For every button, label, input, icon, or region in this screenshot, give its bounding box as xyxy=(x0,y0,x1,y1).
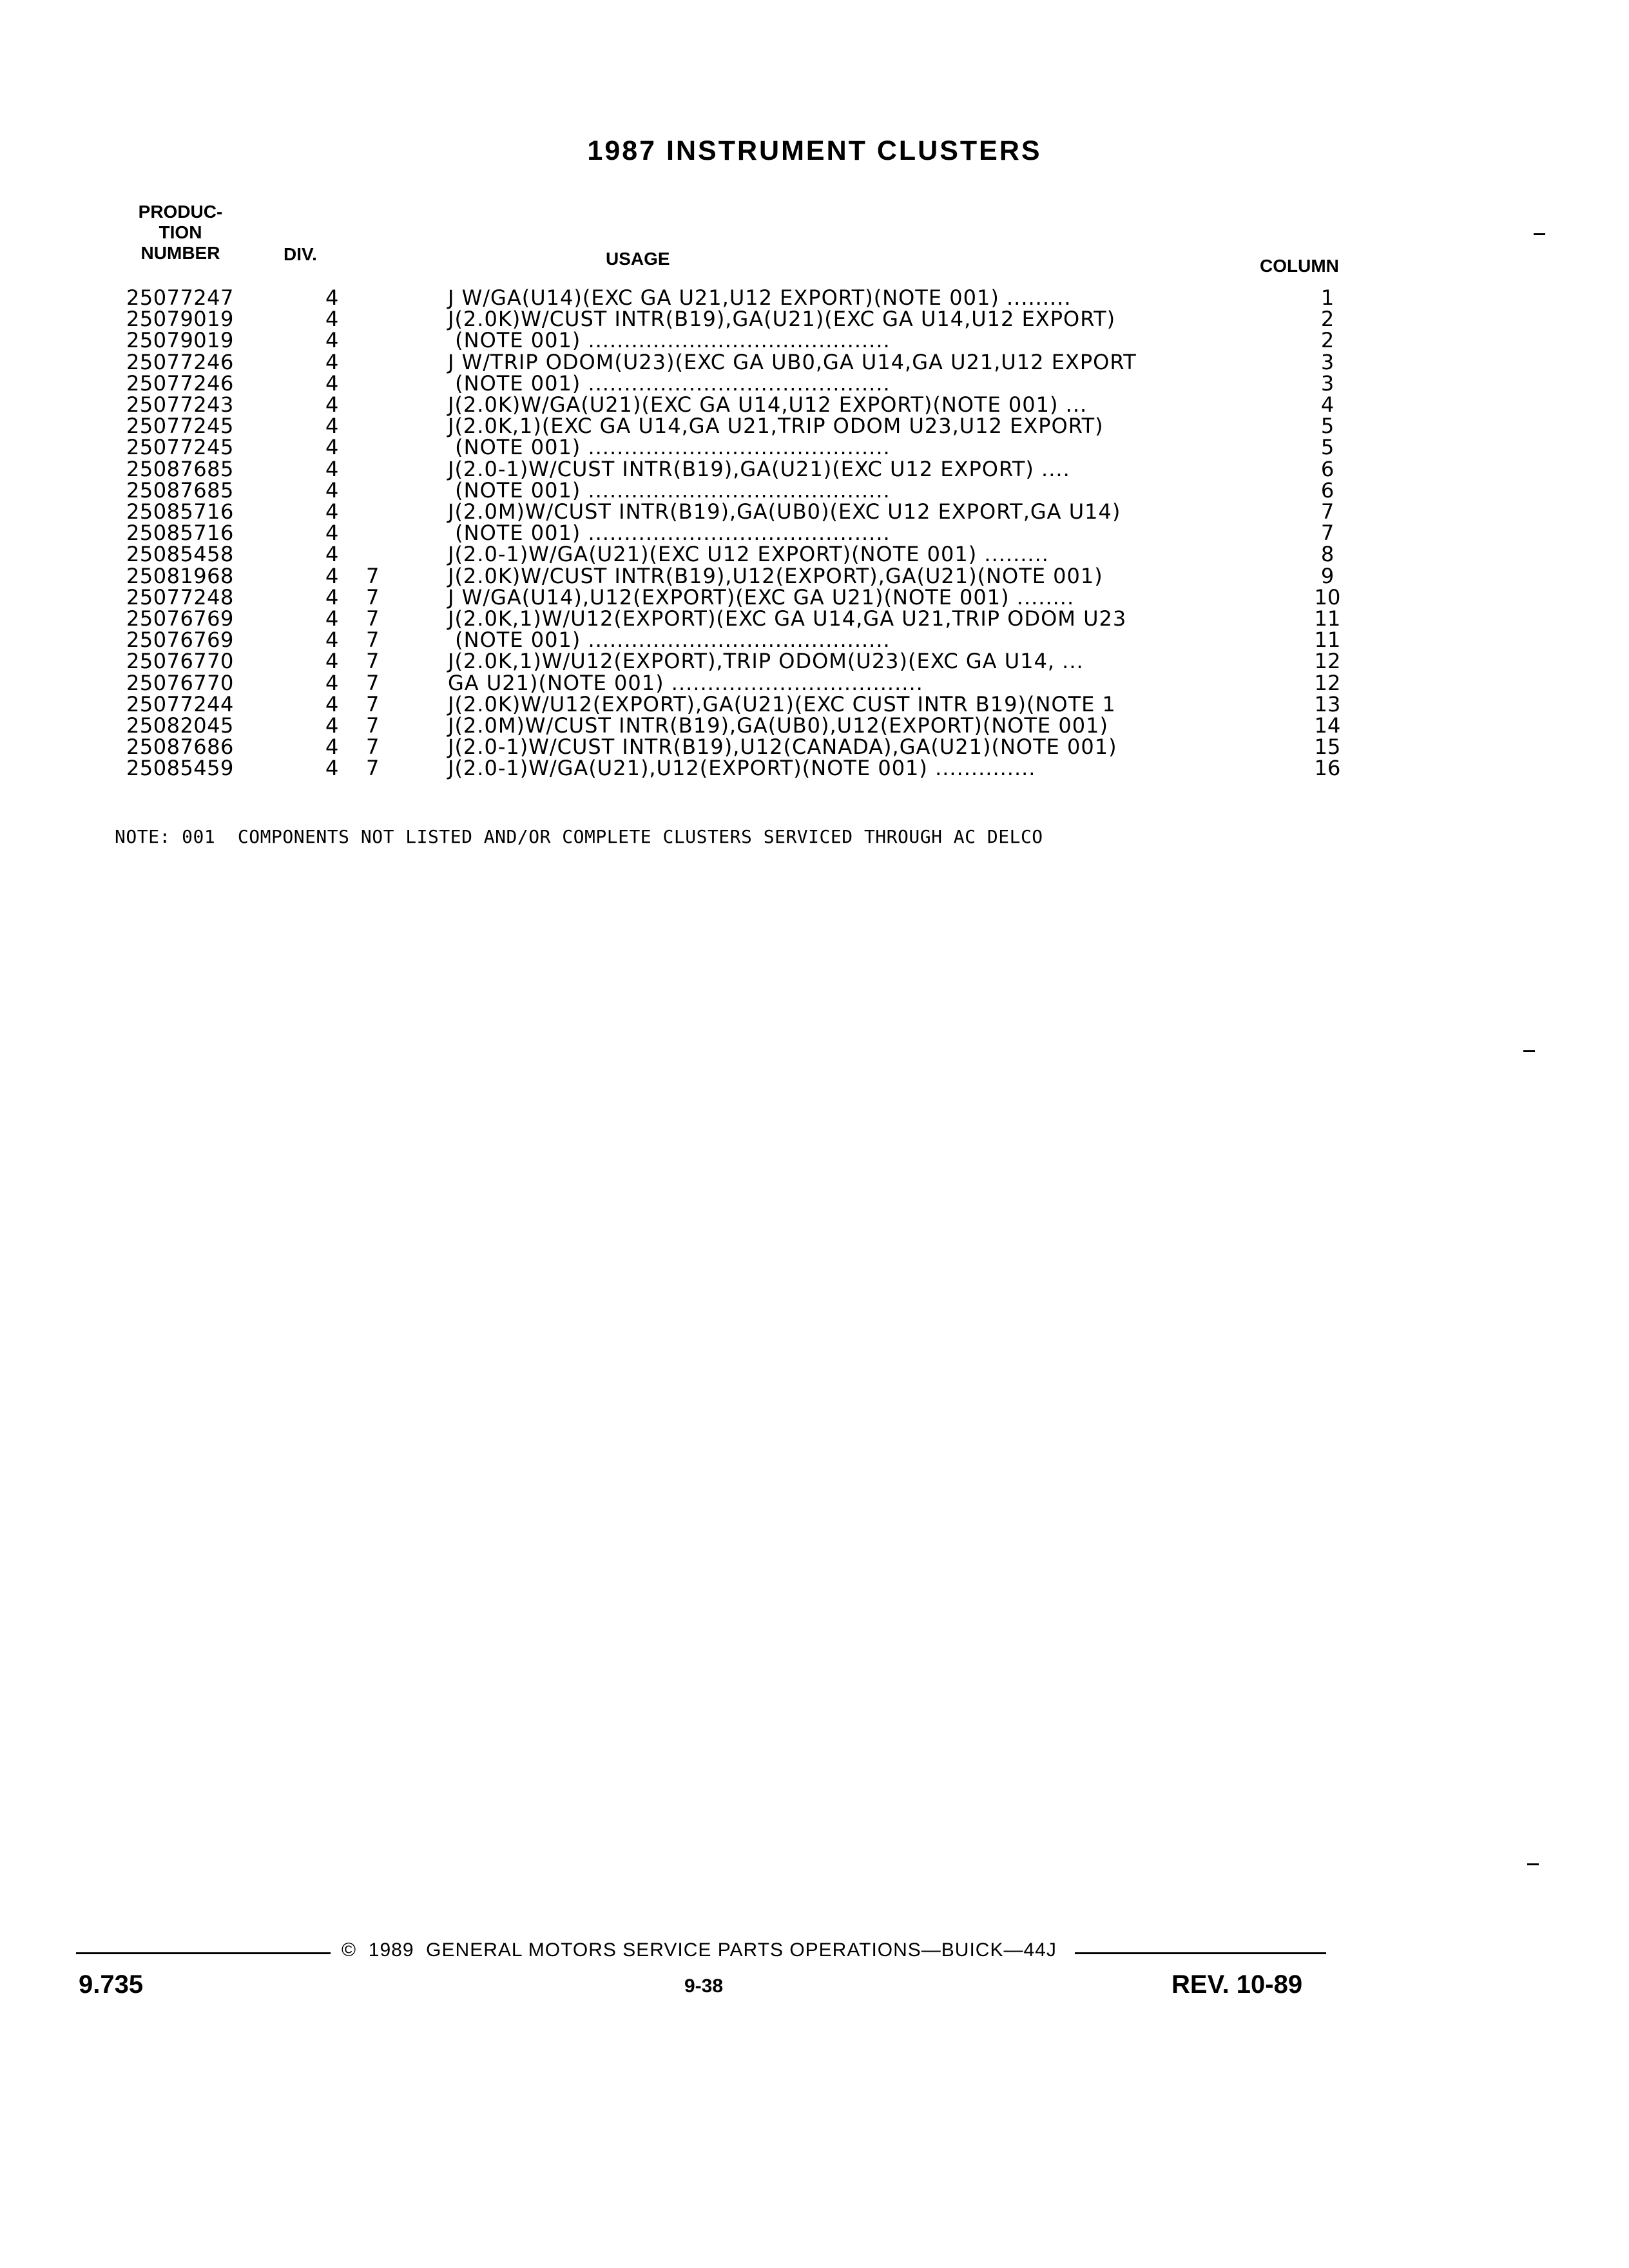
table-row xyxy=(0,715,1629,736)
usage-text: J W/GA(U14),U12(EXPORT)(EXC GA U21)(NOTE 001) ........ xyxy=(448,584,1075,610)
column-number: 14 xyxy=(1314,713,1341,738)
div-secondary: 7 xyxy=(366,713,380,738)
table-row xyxy=(0,416,1629,437)
table-row xyxy=(0,584,1629,610)
column-number: 12 xyxy=(1314,670,1341,695)
column-number: 3 xyxy=(1320,349,1335,374)
table-row xyxy=(0,437,1629,458)
usage-text: (NOTE 001) .......................................... xyxy=(448,521,891,546)
table-row xyxy=(0,309,1629,330)
table-row xyxy=(0,330,1629,351)
table-row xyxy=(0,287,1629,309)
table-row xyxy=(0,563,1629,588)
div-value: 4 xyxy=(325,349,339,374)
column-number: 6 xyxy=(1320,456,1335,481)
header-usage: USAGE xyxy=(606,249,670,269)
column-number: 2 xyxy=(1320,328,1335,353)
table-row xyxy=(0,477,1629,503)
usage-text: J(2.0-1)W/GA(U21),U12(EXPORT)(NOTE 001) .............. xyxy=(448,756,1036,781)
div-secondary: 7 xyxy=(366,628,380,653)
usage-text: J(2.0K)W/CUST INTR(B19),GA(U21)(EXC GA U14,U12 EXPORT) xyxy=(448,307,1116,332)
column-number: 7 xyxy=(1320,499,1335,524)
div-secondary: 7 xyxy=(366,649,380,674)
part-number: 25079019 xyxy=(126,307,234,332)
table-row xyxy=(0,629,1629,651)
part-number: 25087685 xyxy=(126,456,234,481)
usage-text: GA U21)(NOTE 001) ................................... xyxy=(448,670,923,695)
div-value: 4 xyxy=(325,670,339,695)
usage-text: J(2.0K,1)(EXC GA U14,GA U21,TRIP ODOM U23,U12 EXPORT) xyxy=(448,414,1104,439)
table-row xyxy=(0,370,1629,396)
usage-text: J(2.0K,1)W/U12(EXPORT),TRIP ODOM(U23)(EXC GA U14, ... xyxy=(448,649,1084,674)
part-number: 25085716 xyxy=(126,521,234,546)
footnote: NOTE: 001 COMPONENTS NOT LISTED AND/OR COMPLETE CLUSTERS SERVICED THROUGH AC DELCO xyxy=(115,826,1043,847)
header-production-line-3: NUMBER xyxy=(140,243,220,263)
column-number: 6 xyxy=(1320,477,1335,503)
div-value: 4 xyxy=(325,414,339,439)
div-value: 4 xyxy=(325,392,339,417)
margin-mark xyxy=(1527,1863,1539,1865)
part-number: 25085458 xyxy=(126,542,234,567)
table-row xyxy=(0,758,1629,779)
div-value: 4 xyxy=(325,628,339,653)
part-number: 25077247 xyxy=(126,285,234,310)
footer-copyright: © 1989 GENERAL MOTORS SERVICE PARTS OPERATIONS—BUICK—44J xyxy=(342,1939,1057,1961)
footer-rule-left xyxy=(76,1952,331,1954)
column-number: 8 xyxy=(1320,542,1335,567)
column-number: 5 xyxy=(1320,435,1335,460)
column-number: 1 xyxy=(1320,285,1335,310)
column-number: 11 xyxy=(1314,606,1341,631)
column-number: 7 xyxy=(1320,521,1335,546)
usage-text: J(2.0M)W/CUST INTR(B19),GA(UB0)(EXC U12 EXPORT,GA U14) xyxy=(448,499,1121,524)
part-number: 25076770 xyxy=(126,649,234,674)
column-number: 12 xyxy=(1314,649,1341,674)
div-secondary: 7 xyxy=(366,756,380,781)
part-number: 25076770 xyxy=(126,670,234,695)
div-secondary: 7 xyxy=(366,606,380,631)
table-row xyxy=(0,501,1629,523)
header-column: COLUMN xyxy=(1260,256,1339,276)
div-value: 4 xyxy=(325,691,339,716)
header-production-line-2: TION xyxy=(159,222,202,242)
part-number: 25085459 xyxy=(126,756,234,781)
div-value: 4 xyxy=(325,563,339,588)
part-number: 25087685 xyxy=(126,477,234,503)
div-secondary: 7 xyxy=(366,584,380,610)
div-value: 4 xyxy=(325,606,339,631)
div-secondary: 7 xyxy=(366,735,380,760)
table-row xyxy=(0,736,1629,758)
header-div: DIV. xyxy=(284,244,317,264)
column-number: 9 xyxy=(1320,563,1335,588)
part-number: 25077243 xyxy=(126,392,234,417)
page-number-left: 9.735 xyxy=(79,1970,144,1999)
part-number: 25081968 xyxy=(126,563,234,588)
column-number: 16 xyxy=(1314,756,1341,781)
div-value: 4 xyxy=(325,307,339,332)
part-number: 25077245 xyxy=(126,435,234,460)
part-number: 25077244 xyxy=(126,691,234,716)
column-number: 13 xyxy=(1314,691,1341,716)
part-number: 25082045 xyxy=(126,713,234,738)
usage-text: J(2.0K)W/U12(EXPORT),GA(U21)(EXC CUST INTR B19)(NOTE 1 xyxy=(448,691,1116,716)
div-value: 4 xyxy=(325,456,339,481)
usage-text: J(2.0K)W/GA(U21)(EXC GA U14,U12 EXPORT)(NOTE 001) ... xyxy=(448,392,1088,417)
table-row xyxy=(0,651,1629,672)
div-value: 4 xyxy=(325,735,339,760)
part-number: 25076769 xyxy=(126,606,234,631)
revision-label: REV. 10-89 xyxy=(1171,1970,1303,1999)
usage-text: J W/TRIP ODOM(U23)(EXC GA UB0,GA U14,GA U21,U12 EXPORT xyxy=(448,349,1137,374)
table-row xyxy=(0,456,1629,481)
page-title: 1987 INSTRUMENT CLUSTERS xyxy=(587,135,1042,166)
usage-text: (NOTE 001) .......................................... xyxy=(448,477,891,503)
column-number: 2 xyxy=(1320,307,1335,332)
part-number: 25076769 xyxy=(126,628,234,653)
div-secondary: 7 xyxy=(366,670,380,695)
div-value: 4 xyxy=(325,328,339,353)
part-number: 25085716 xyxy=(126,499,234,524)
header-production-line-1: PRODUC- xyxy=(138,202,223,222)
table-row xyxy=(0,394,1629,416)
table-row xyxy=(0,349,1629,374)
usage-text: J(2.0K,1)W/U12(EXPORT)(EXC GA U14,GA U21,TRIP ODOM U23 xyxy=(448,606,1127,631)
div-value: 4 xyxy=(325,713,339,738)
column-number: 4 xyxy=(1320,392,1335,417)
div-value: 4 xyxy=(325,477,339,503)
usage-text: J W/GA(U14)(EXC GA U21,U12 EXPORT)(NOTE 001) ......... xyxy=(448,285,1072,310)
column-number: 10 xyxy=(1314,584,1341,610)
div-value: 4 xyxy=(325,649,339,674)
div-secondary: 7 xyxy=(366,563,380,588)
table-row xyxy=(0,544,1629,565)
margin-mark xyxy=(1534,233,1545,235)
part-number: 25077248 xyxy=(126,584,234,610)
usage-text: J(2.0M)W/CUST INTR(B19),GA(UB0),U12(EXPORT)(NOTE 001) xyxy=(448,713,1108,738)
part-number: 25077246 xyxy=(126,349,234,374)
margin-mark xyxy=(1523,1050,1535,1052)
usage-text: (NOTE 001) .......................................... xyxy=(448,370,891,396)
usage-text: (NOTE 001) .......................................... xyxy=(448,328,891,353)
table-row xyxy=(0,691,1629,716)
div-value: 4 xyxy=(325,499,339,524)
div-value: 4 xyxy=(325,756,339,781)
usage-text: (NOTE 001) .......................................... xyxy=(448,435,891,460)
header-production-number xyxy=(135,202,226,264)
column-number: 5 xyxy=(1320,414,1335,439)
div-value: 4 xyxy=(325,285,339,310)
column-number: 3 xyxy=(1320,370,1335,396)
usage-text: (NOTE 001) .......................................... xyxy=(448,628,891,653)
usage-text: J(2.0-1)W/CUST INTR(B19),GA(U21)(EXC U12 EXPORT) .... xyxy=(448,456,1070,481)
div-value: 4 xyxy=(325,584,339,610)
part-number: 25077246 xyxy=(126,370,234,396)
usage-text: J(2.0-1)W/GA(U21)(EXC U12 EXPORT)(NOTE 001) ......... xyxy=(448,542,1049,567)
table-row xyxy=(0,608,1629,629)
div-secondary: 7 xyxy=(366,691,380,716)
part-number: 25079019 xyxy=(126,328,234,353)
column-number: 11 xyxy=(1314,628,1341,653)
part-number: 25077245 xyxy=(126,414,234,439)
table-row xyxy=(0,670,1629,695)
div-value: 4 xyxy=(325,542,339,567)
usage-text: J(2.0K)W/CUST INTR(B19),U12(EXPORT),GA(U21)(NOTE 001) xyxy=(448,563,1103,588)
column-number: 15 xyxy=(1314,735,1341,760)
page-number-center: 9-38 xyxy=(684,1975,724,1997)
div-value: 4 xyxy=(325,435,339,460)
table-row xyxy=(0,523,1629,544)
div-value: 4 xyxy=(325,521,339,546)
usage-text: J(2.0-1)W/CUST INTR(B19),U12(CANADA),GA(U21)(NOTE 001) xyxy=(448,735,1117,760)
part-number: 25087686 xyxy=(126,735,234,760)
div-value: 4 xyxy=(325,370,339,396)
footer-rule-right xyxy=(1075,1952,1326,1954)
